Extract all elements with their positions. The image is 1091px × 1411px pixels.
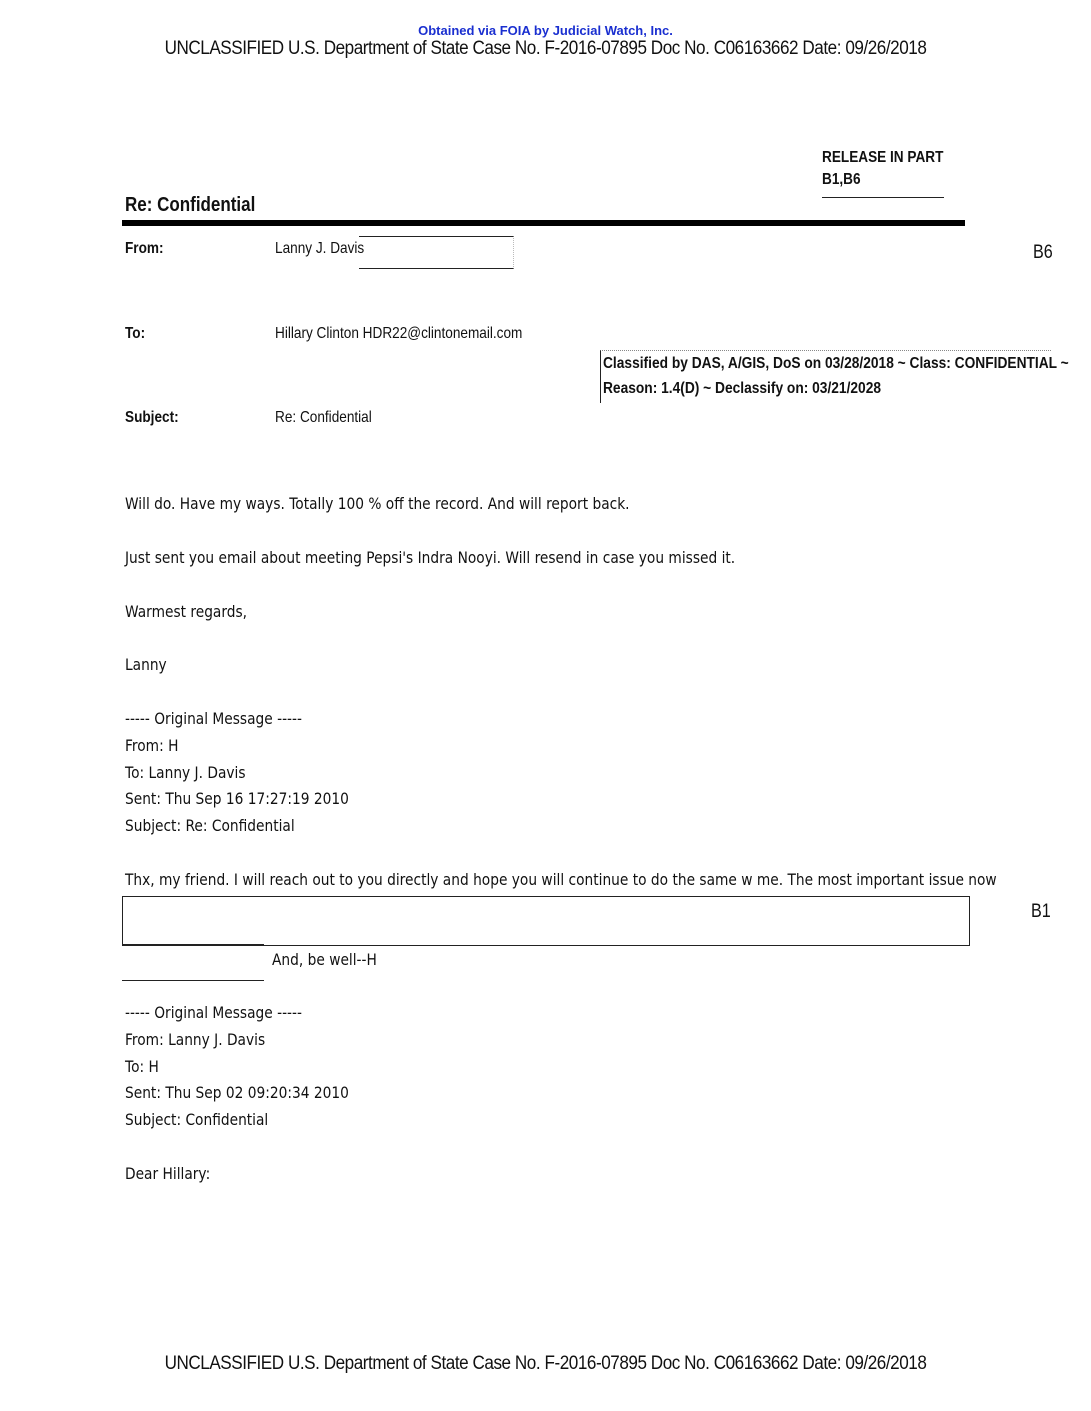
- classification-banner-bottom: UNCLASSIFIED U.S. Department of State Case No. F-2016-07895 Doc No. C06163662 Date: 09/26/2018: [164, 1353, 927, 1374]
- subject-label: Subject:: [125, 409, 179, 426]
- foia-note: Obtained via FOIA by Judicial Watch, Inc.: [418, 23, 673, 38]
- to-label: To:: [125, 325, 146, 342]
- original-1-closing: And, be well--H: [272, 950, 377, 969]
- to-value: Hillary Clinton HDR22@clintonemail.com: [275, 325, 523, 342]
- redaction-box-b1: [122, 896, 970, 946]
- release-stamp: [822, 147, 944, 198]
- original-2-sent: Sent: Thu Sep 02 09:20:34 2010: [125, 1083, 349, 1102]
- original-1-sent: Sent: Thu Sep 16 17:27:19 2010: [125, 789, 349, 808]
- exemption-code-b1: B1: [1031, 901, 1051, 922]
- original-1-from: From: H: [125, 736, 179, 755]
- from-label: From:: [125, 240, 164, 257]
- body-closing: Warmest regards,: [125, 602, 248, 621]
- original-message-separator-2: ----- Original Message -----: [125, 1003, 302, 1022]
- body-paragraph-1: Will do. Have my ways. Totally 100 % off the record. And will report back.: [125, 494, 630, 513]
- classification-banner-top: UNCLASSIFIED U.S. Department of State Case No. F-2016-07895 Doc No. C06163662 Date: 09/26/2018: [164, 38, 927, 59]
- original-1-text: Thx, my friend. I will reach out to you directly and hope you will continue to do the same w me. The most important issue now: [125, 870, 997, 889]
- original-message-separator-1: ----- Original Message -----: [125, 709, 302, 728]
- redaction-box-from: [359, 236, 514, 269]
- original-2-subject: Subject: Confidential: [125, 1110, 269, 1129]
- original-2-to: To: H: [125, 1057, 159, 1076]
- redaction-box-b1-continued: [122, 944, 264, 981]
- classification-line2: Reason: 1.4(D) ~ Declassify on: 03/21/2028: [603, 380, 882, 397]
- document-title: Re: Confidential: [125, 194, 256, 216]
- release-stamp-line2: B1,B6: [822, 171, 861, 188]
- original-2-from: From: Lanny J. Davis: [125, 1030, 266, 1049]
- classification-line1: Classified by DAS, A/GIS, DoS on 03/28/2018 ~ Class: CONFIDENTIAL ~: [603, 355, 1069, 372]
- title-rule: [122, 220, 965, 226]
- original-2-greeting: Dear Hillary:: [125, 1164, 211, 1183]
- exemption-code-b6: B6: [1033, 242, 1053, 263]
- original-1-subject: Subject: Re: Confidential: [125, 816, 295, 835]
- from-value: Lanny J. Davis: [275, 240, 365, 257]
- release-stamp-line1: RELEASE IN PART: [822, 149, 944, 166]
- subject-value: Re: Confidential: [275, 409, 372, 426]
- body-signature: Lanny: [125, 655, 167, 674]
- original-1-to: To: Lanny J. Davis: [125, 763, 246, 782]
- classification-box: [600, 350, 1069, 403]
- body-paragraph-2: Just sent you email about meeting Pepsi's Indra Nooyi. Will resend in case you missed it.: [125, 548, 736, 567]
